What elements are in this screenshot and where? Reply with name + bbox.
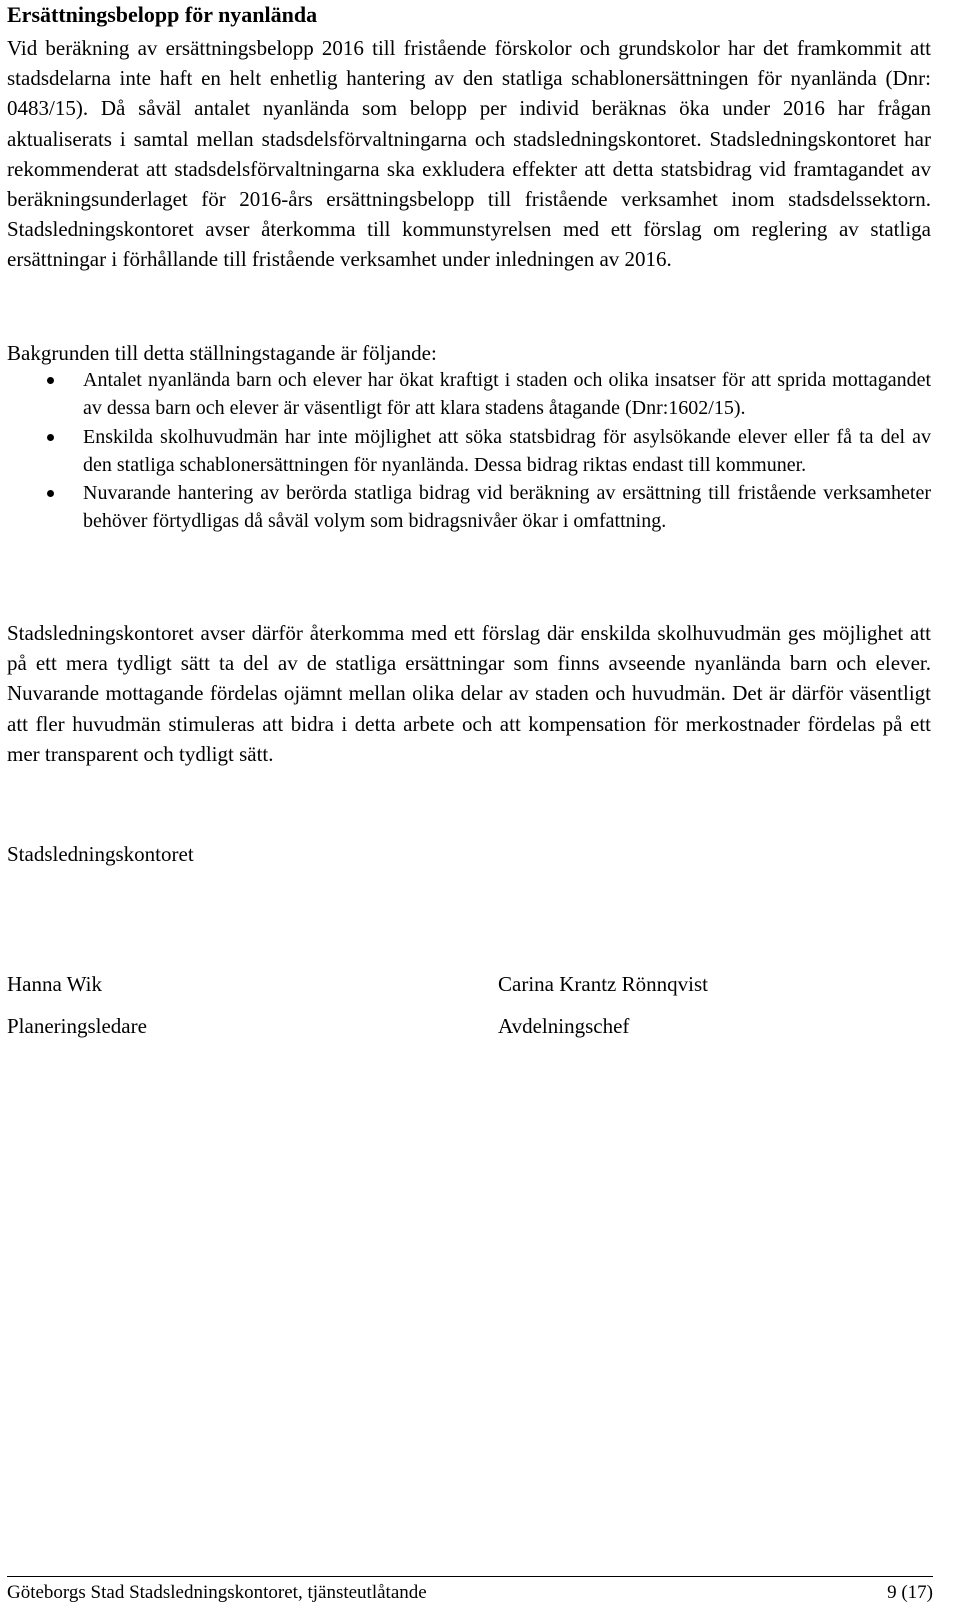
- signatory-left-title: Planeringsledare: [7, 1014, 147, 1038]
- bullet-icon: [47, 377, 54, 384]
- paragraph-conclusion: Stadsledningskontoret avser därför återkomma med ett förslag där enskilda skolhuvudmän ges möjlighet att på ett mera tydligt sätt ta del av de statliga ersättningar som finns avseende nyanlända barn och elever. Nuvarande mottagande fördelas ojämnt mellan olika delar av staden och huvudmän. Det är därför väsentligt att fler huvudmän stimuleras att bidra i detta arbete och att kompensation för merkostnader fördelas på ett mer transparent och tydligt sätt.: [7, 621, 931, 766]
- bullet-icon: [47, 490, 54, 497]
- bullet-list: [7, 366, 931, 536]
- list-item: [7, 423, 931, 480]
- signature-organization: Stadsledningskontoret: [7, 842, 194, 866]
- signatory-right-name: Carina Krantz Rönnqvist: [498, 972, 708, 996]
- bullet-icon: [47, 434, 54, 441]
- list-item: [7, 366, 931, 423]
- footer-divider: [7, 1576, 933, 1577]
- list-item: [7, 479, 931, 536]
- list-item-text: Enskilda skolhuvudmän har inte möjlighet att söka statsbidrag för asylsökande elever eller få ta del av den statliga schablonersättningen för nyanlända. Dessa bidrag riktas endast till kommuner.: [83, 425, 931, 476]
- paragraph-intro-list: Bakgrunden till detta ställningstagande är följande:: [7, 341, 437, 365]
- list-item-text: Nuvarande hantering av berörda statliga bidrag vid beräkning av ersättning till fristående verksamheter behöver förtydligas då såväl volym som bidragsnivåer ökar i omfattning.: [83, 482, 931, 533]
- signatory-left-name: Hanna Wik: [7, 972, 102, 996]
- footer-page-number: 9 (17): [887, 1582, 933, 1603]
- list-item-text: Antalet nyanlända barn och elever har ökat kraftigt i staden och olika insatser för att sprida mottagandet av dessa barn och elever är väsentligt för att klara stadens åtagande (Dnr:1602/15).: [83, 369, 931, 420]
- section-heading: Ersättningsbelopp för nyanlända: [7, 2, 318, 27]
- paragraph-background: Vid beräkning av ersättningsbelopp 2016 till fristående förskolor och grundskolor har det framkommit att stadsdelarna inte haft en helt enhetlig hantering av den statliga schablonersättningen för nyanlända (Dnr: 0483/15). Då såväl antalet nyanlända som belopp per individ beräknas öka under 2016 har frågan aktualiserats i samtal mellan stadsdelsförvaltningarna och stadsledningskontoret. Stadsledningskontoret har rekommenderat att stadsdelsförvaltningarna ska exkludera effekter att detta statsbidrag vid framtagandet av beräkningsunderlaget för 2016-års ersättningsbelopp till fristående verksamhet inom stadsdelssektorn. Stadsledningskontoret avser återkomma till kommunstyrelsen med ett förslag om reglering av statliga ersättningar i förhållande till fristående verksamhet under inledningen av 2016.: [7, 36, 931, 272]
- footer-document-source: Göteborgs Stad Stadsledningskontoret, tjänsteutlåtande: [7, 1582, 427, 1603]
- signatory-right-title: Avdelningschef: [498, 1014, 630, 1038]
